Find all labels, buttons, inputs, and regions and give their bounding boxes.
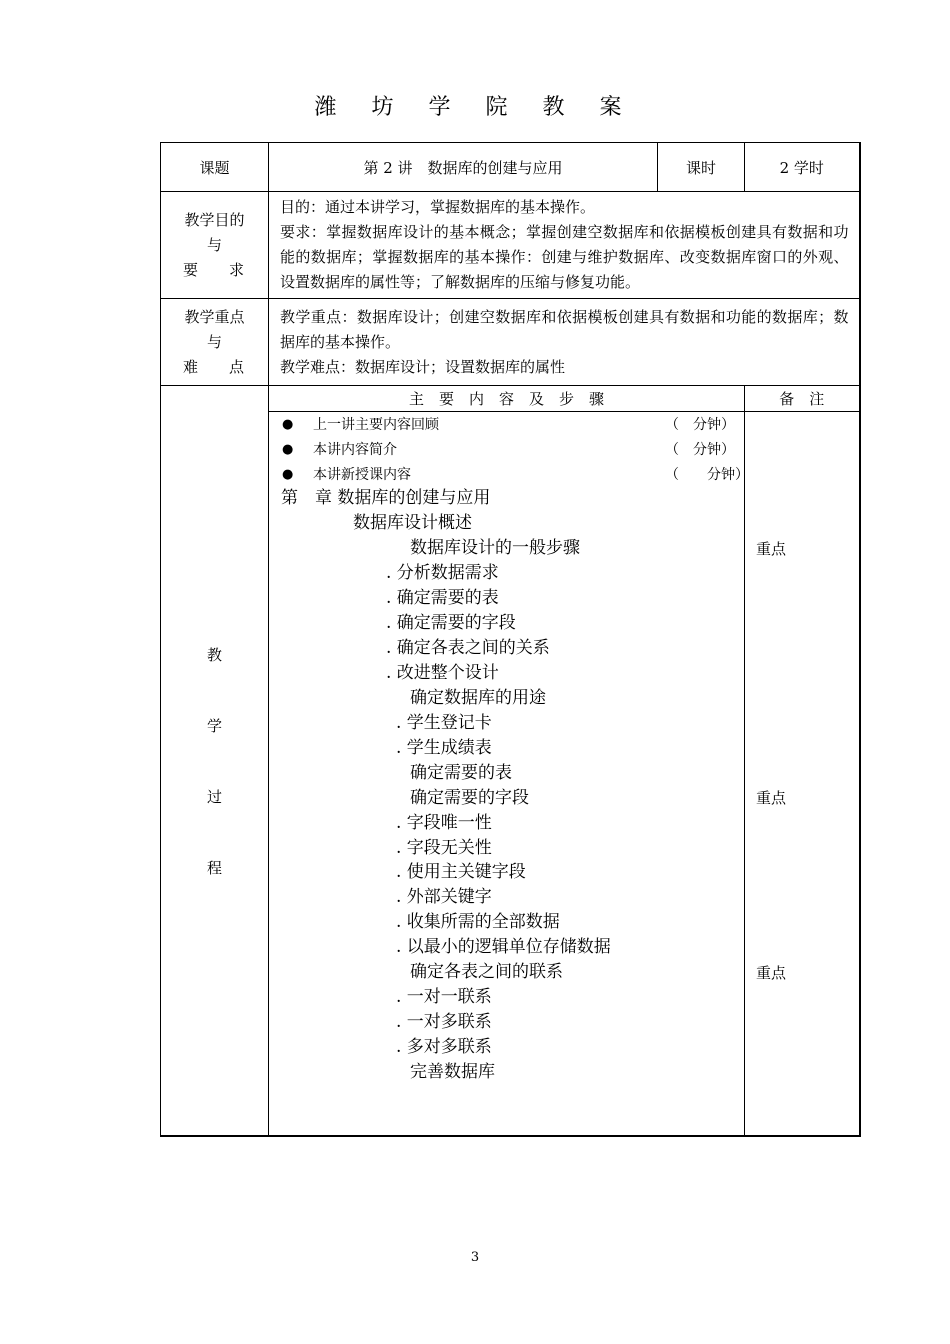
keypoints-focus: 教学重点：数据库设计；创建空数据库和依据模板创建具有数据和功能的数据库；数据库的基本操作。 xyxy=(280,307,849,351)
bullet-minutes: （ 分钟） xyxy=(665,467,749,483)
bullet-text: 本讲新授课内容 xyxy=(313,467,411,483)
notes-header: 备 注 xyxy=(745,386,860,412)
keypoints-label-line: 教学重点 xyxy=(184,307,245,326)
bullet-text: 上一讲主要内容回顾 xyxy=(313,417,439,433)
bullet-minutes: （ 分钟） xyxy=(665,442,735,458)
process-label-char: 学 xyxy=(206,716,222,735)
hours-label: 课时 xyxy=(658,143,745,192)
outline-item: . 一对一联系 xyxy=(396,987,492,1007)
outline-item: . 字段无关性 xyxy=(396,838,492,858)
process-label-char: 过 xyxy=(206,787,222,806)
keypoints-row xyxy=(161,299,860,386)
main-content-header: 主 要 内 容 及 步 骤 xyxy=(269,386,745,412)
outline-item: . 以最小的逻辑单位存储数据 xyxy=(396,937,611,957)
chapter-heading: 第 章 数据库的创建与应用 xyxy=(281,488,491,508)
outline-item: . 收集所需的全部数据 xyxy=(396,912,560,932)
keypoints-label-char: 点 xyxy=(228,357,244,376)
process-label xyxy=(161,386,269,1137)
note-key-point: 重点 xyxy=(756,964,787,982)
outline-item: . 学生成绩表 xyxy=(396,738,492,758)
objectives-purpose: 目的：通过本讲学习，掌握数据库的基本操作。 xyxy=(280,198,596,216)
process-label-char: 程 xyxy=(206,858,222,877)
objectives-label-char: 要 xyxy=(183,260,199,279)
bullet-dot-icon: ● xyxy=(282,417,294,432)
outline-item: . 改进整个设计 xyxy=(386,663,499,683)
topic-value: 第 2 讲 数据库的创建与应用 xyxy=(269,143,658,192)
keypoints-label xyxy=(161,299,269,386)
section-heading: 数据库设计概述 xyxy=(353,513,472,533)
objectives-row xyxy=(161,192,860,299)
notes-column xyxy=(745,412,860,1137)
outline-item: . 使用主关键字段 xyxy=(396,862,526,882)
bullet-dot-icon: ● xyxy=(282,442,294,457)
process-label-char: 教 xyxy=(206,645,222,664)
outline-item: . 外部关键字 xyxy=(396,887,492,907)
outline-item: . 学生登记卡 xyxy=(396,713,492,733)
bullet-dot-icon: ● xyxy=(282,467,294,482)
outline-item: . 分析数据需求 xyxy=(386,563,499,583)
page-number: 3 xyxy=(470,1250,480,1265)
keypoints-difficulty: 教学难点：数据库设计；设置数据库的属性 xyxy=(280,357,566,376)
objectives-label-line: 教学目的 xyxy=(184,210,245,229)
lesson-plan-table xyxy=(160,142,861,1137)
note-key-point: 重点 xyxy=(756,540,787,558)
keypoints-content xyxy=(269,299,860,386)
keypoints-label-line: 与 xyxy=(206,332,222,351)
subsection-heading: 确定需要的表 xyxy=(410,763,512,783)
objectives-label-line: 与 xyxy=(206,235,222,254)
objectives-label-char: 求 xyxy=(228,260,244,279)
topic-label: 课题 xyxy=(161,143,269,192)
outline-item: . 确定各表之间的关系 xyxy=(386,638,550,658)
bullet-minutes: （ 分钟） xyxy=(665,417,735,433)
outline-item: . 确定需要的字段 xyxy=(386,613,516,633)
note-key-point: 重点 xyxy=(756,789,787,807)
outline-item: . 字段唯一性 xyxy=(396,813,492,833)
subsection-heading: 确定各表之间的联系 xyxy=(410,962,563,982)
objectives-requirements: 要求：掌握数据库设计的基本概念；掌握创建空数据库和依据模板创建具有数据和功能的数据库；掌握数据库的基本操作：创建与维护数据库、改变数据库窗口的外观、设置数据库的属性等；了解数据库的压缩与修复功能。 xyxy=(280,223,849,291)
subsection-heading: 数据库设计的一般步骤 xyxy=(410,538,580,558)
keypoints-label-char: 难 xyxy=(183,357,199,376)
header-row xyxy=(161,143,860,192)
subsection-heading: 确定需要的字段 xyxy=(410,788,529,808)
document-title: 潍 坊 学 院 教 案 xyxy=(314,95,636,120)
outline-item: . 一对多联系 xyxy=(396,1012,492,1032)
subsection-heading: 确定数据库的用途 xyxy=(410,688,546,708)
hours-value: 2 学时 xyxy=(745,143,860,192)
objectives-label xyxy=(161,192,269,299)
process-header-row xyxy=(161,386,860,412)
bullet-text: 本讲内容简介 xyxy=(313,442,397,458)
outline-item: . 多对多联系 xyxy=(396,1037,492,1057)
outline-item: . 确定需要的表 xyxy=(386,588,499,608)
objectives-content xyxy=(269,192,860,299)
subsection-heading: 完善数据库 xyxy=(410,1062,495,1082)
process-content xyxy=(269,412,749,1137)
